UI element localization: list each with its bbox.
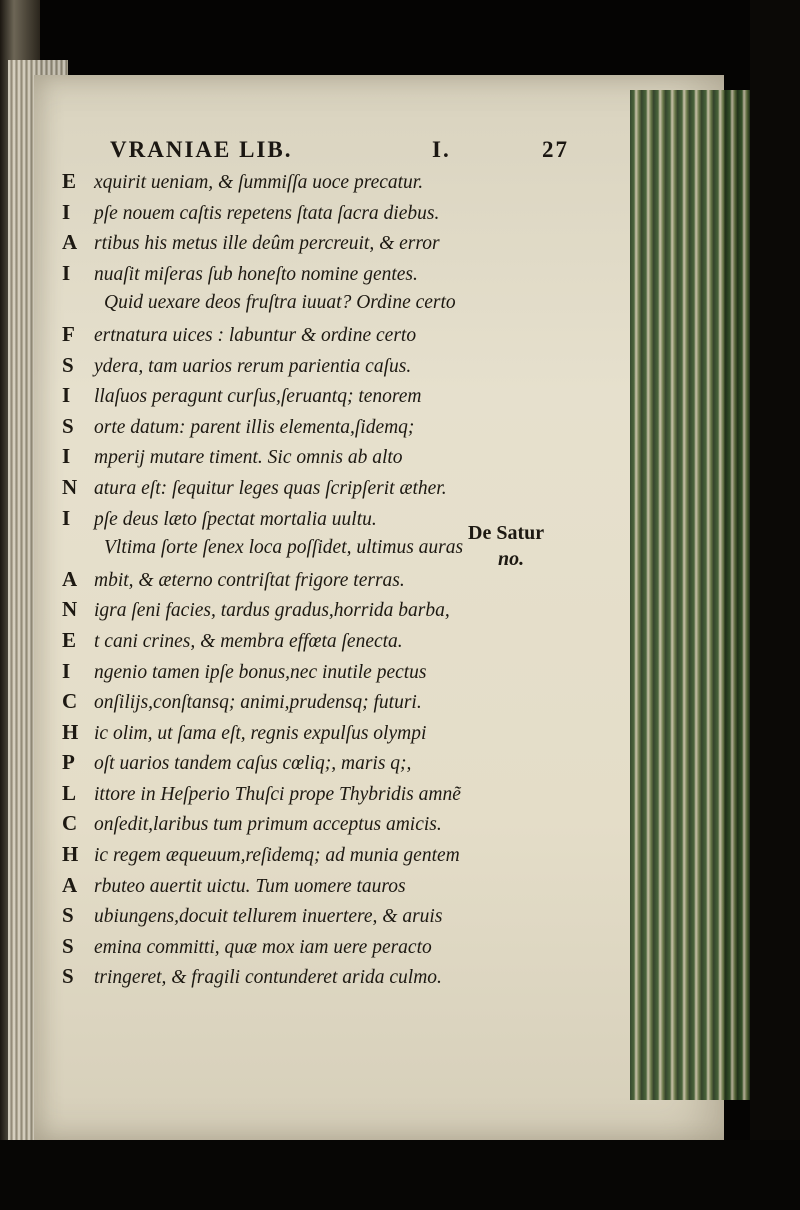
verse-text-line: nuaſit miſeras ſub honeſto nomine gentes. bbox=[94, 263, 418, 285]
verse-line bbox=[58, 411, 618, 442]
verse-initial: F bbox=[62, 321, 75, 346]
verse-text-line: oſt uarios tandem caſus cœliq;, maris q;, bbox=[94, 753, 412, 775]
verse-line bbox=[58, 931, 618, 962]
verse-text-line: ubiungens,docuit tellurem inuertere, & aruis bbox=[94, 906, 443, 928]
verse-initial: A bbox=[62, 566, 78, 591]
verse-text-line: mperij mutare timent. Sic omnis ab alto bbox=[94, 447, 403, 469]
verse-text-line: ic regem æqueuum,reſidemq; ad munia gentem bbox=[94, 845, 460, 867]
verse-text-line: Vltima ſorte ſenex loca poſſidet, ultimus auras bbox=[104, 537, 464, 559]
verse-text-line: orte datum: parent illis elementa,ſidemq; bbox=[94, 416, 415, 438]
verse-initial: C bbox=[62, 689, 78, 714]
verse-initial: L bbox=[62, 780, 77, 805]
verse-text-line: tringeret, & fragili contunderet arida culmo. bbox=[94, 967, 442, 989]
verse-initial: S bbox=[62, 413, 74, 438]
verse-initial: H bbox=[62, 719, 79, 744]
verse-initial: S bbox=[62, 352, 74, 377]
background-right bbox=[750, 0, 800, 1210]
verse-text-line: mbit, & æterno contriſtat frigore terras. bbox=[94, 569, 405, 591]
verse-initial: C bbox=[62, 811, 78, 836]
running-header bbox=[110, 137, 570, 167]
verse-line bbox=[58, 258, 618, 289]
verse-line bbox=[58, 197, 618, 228]
verse-line bbox=[58, 839, 618, 870]
verse-text-line: llaſuos peragunt curſus,ſeruantq; tenorem bbox=[94, 386, 422, 408]
verse-initial: I bbox=[62, 199, 71, 224]
verse-text-line: pſe deus læto ſpectat mortalia uultu. bbox=[94, 508, 377, 530]
verse-text-line: Quid uexare deos fruſtra iuuat? Ordine certo bbox=[104, 292, 456, 314]
verse-initial: I bbox=[62, 505, 71, 530]
header-title: VRANIAE LIB. bbox=[110, 137, 293, 162]
verse-line bbox=[58, 656, 618, 687]
verse-text-line: t cani crines, & membra effœta ſenecta. bbox=[94, 630, 403, 652]
verse-line bbox=[58, 625, 618, 656]
margin-note-line-1: De Satur bbox=[468, 522, 545, 544]
verse-text-line: emina committi, quæ mox iam uere peracto bbox=[94, 936, 432, 958]
verse-text-line: atura eſt: ſequitur leges quas ſcripſerit æther. bbox=[94, 477, 447, 499]
verse-line bbox=[58, 166, 618, 197]
verse-initial: N bbox=[62, 474, 78, 499]
verse-text-line: xquirit ueniam, & ſummiſſa uoce precatur. bbox=[94, 172, 424, 193]
verse-text bbox=[58, 166, 618, 992]
verse-text-line: onſedit,laribus tum primum acceptus amicis. bbox=[94, 814, 442, 836]
verse-line bbox=[58, 808, 618, 839]
verse-initial: E bbox=[62, 627, 77, 652]
verse-text-line: ic olim, ut ſama eſt, regnis expulſus olympi bbox=[94, 722, 427, 744]
verse-line bbox=[58, 594, 618, 625]
verse-text-line: ertnatura uices : labuntur & ordine certo bbox=[94, 324, 417, 346]
verse-line bbox=[58, 686, 618, 717]
verse-text-line: onſilijs,conſtansq; animi,prudensq; futuri. bbox=[94, 692, 422, 714]
verse-initial: S bbox=[62, 964, 74, 989]
verse-text-line: ittore in Heſperio Thuſci prope Thybridis amnẽ bbox=[94, 783, 461, 805]
verse-initial: N bbox=[62, 597, 78, 622]
verse-line bbox=[58, 961, 618, 992]
background-bottom bbox=[0, 1140, 800, 1210]
verse-initial: E bbox=[62, 169, 77, 193]
verse-line bbox=[58, 747, 618, 778]
verse-text-line: ngenio tamen ipſe bonus,nec inutile pectus bbox=[94, 661, 427, 683]
margin-note bbox=[468, 520, 568, 572]
verse-line bbox=[58, 319, 618, 350]
verse-initial: S bbox=[62, 933, 74, 958]
header-book-number: I. bbox=[432, 137, 451, 162]
verse-line bbox=[58, 288, 618, 319]
margin-note-line-2: no. bbox=[498, 548, 525, 570]
verse-text-line: ydera, tam uarios rerum parientia caſus. bbox=[94, 355, 412, 377]
verse-initial: A bbox=[62, 230, 78, 255]
verse-line bbox=[58, 778, 618, 809]
page-number: 27 bbox=[542, 137, 569, 162]
verse-line bbox=[58, 870, 618, 901]
verse-text-line: pſe nouem caſtis repetens ſtata ſacra diebus. bbox=[94, 202, 440, 224]
verse-line bbox=[58, 717, 618, 748]
verse-initial: I bbox=[62, 444, 71, 469]
verse-text-line: rbuteo auertit uictu. Tum uomere tauros bbox=[94, 875, 406, 897]
verse-initial: H bbox=[62, 842, 79, 867]
verse-initial: A bbox=[62, 872, 78, 897]
verse-line bbox=[58, 441, 618, 472]
verse-text-line: rtibus his metus ille deûm percreuit, & error bbox=[94, 233, 440, 255]
page-stack-right bbox=[630, 90, 750, 1100]
verse-initial: I bbox=[62, 260, 71, 285]
verse-initial: P bbox=[62, 750, 75, 775]
verse-line bbox=[58, 900, 618, 931]
verse-line bbox=[58, 380, 618, 411]
verse-initial: I bbox=[62, 383, 71, 408]
verse-line bbox=[58, 227, 618, 258]
verse-text-line: igra ſeni facies, tardus gradus,horrida barba, bbox=[94, 600, 450, 622]
verse-line bbox=[58, 472, 618, 503]
verse-line bbox=[58, 350, 618, 381]
verse-initial: S bbox=[62, 903, 74, 928]
verse-initial: I bbox=[62, 658, 71, 683]
